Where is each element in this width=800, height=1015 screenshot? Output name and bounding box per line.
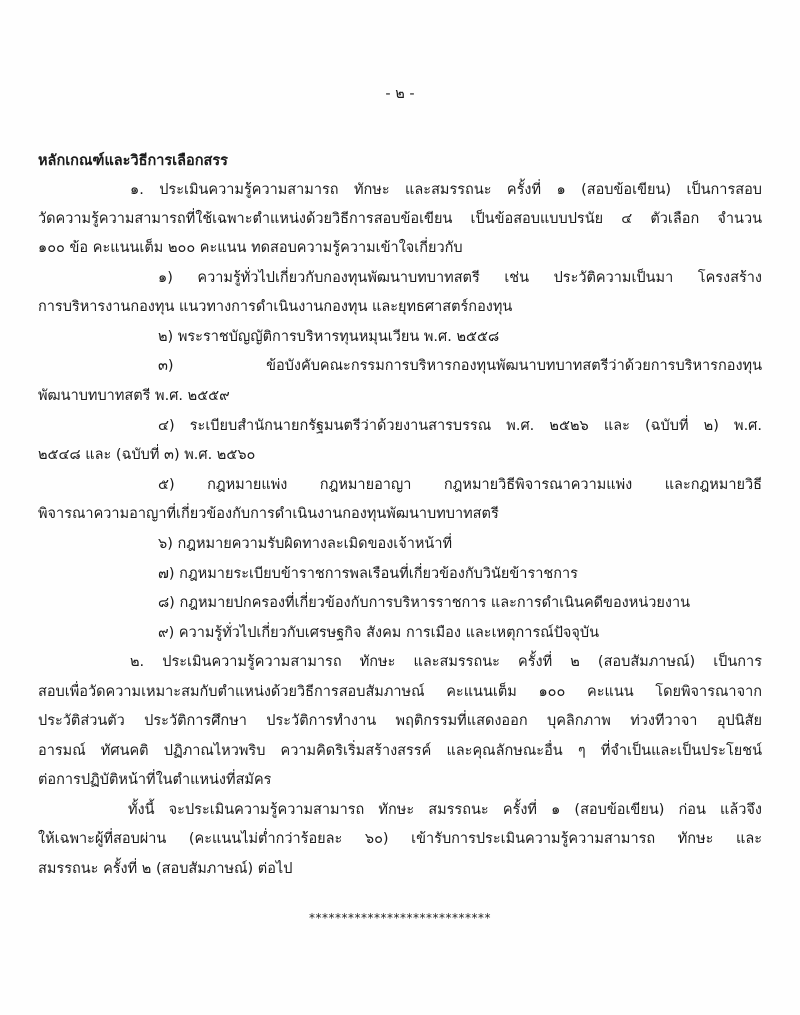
item-4-line-1: ๔) ระเบียบสำนักนายกรัฐมนตรีว่าด้วยงานสารบรรณ พ.ศ. ๒๕๒๖ และ (ฉบับที่ ๒) พ.ศ. <box>158 418 762 434</box>
section2-line-2: สอบเพื่อวัดความเหมาะสมกับตำแหน่งด้วยวิธีการสอบสัมภาษณ์ คะแนนเต็ม ๑๐๐ คะแนน โดยพิจารณาจาก <box>38 684 762 700</box>
page-number: - ๒ - <box>385 86 415 102</box>
item-9-line-1: ๙) ความรู้ทั่วไปเกี่ยวกับเศรษฐกิจ สังคม การเมือง และเหตุการณ์ปัจจุบัน <box>158 625 600 641</box>
item-5-line-2: พิจารณาความอาญาที่เกี่ยวข้องกับการดำเนินงานกองทุนพัฒนาบทบาทสตรี <box>38 506 499 522</box>
closing-line-2: ให้เฉพาะผู้ที่สอบผ่าน (คะแนนไม่ต่ำกว่าร้อยละ ๖๐) เข้ารับการประเมินความรู้ความสามารถ ทักษะ และ <box>38 831 762 847</box>
item-8-line-1: ๘) กฎหมายปกครองที่เกี่ยวข้องกับการบริหารราชการ และการดำเนินคดีของหน่วยงาน <box>158 595 691 611</box>
end-separator: **************************** <box>309 911 491 925</box>
item-6-line-1: ๖) กฎหมายความรับผิดทางละเมิดของเจ้าหน้าที่ <box>158 536 453 552</box>
section2-line-5: ต่อการปฏิบัติหน้าที่ในตำแหน่งที่สมัคร <box>38 772 272 788</box>
item-1-line-2: การบริหารงานกองทุน แนวทางการดำเนินงานกองทุน และยุทธศาสตร์กองทุน <box>38 299 513 315</box>
item-3-line-1: ๓) ข้อบังคับคณะกรรมการบริหารกองทุนพัฒนาบทบาทสตรีว่าด้วยการบริหารกองทุน <box>158 358 762 374</box>
item-2-line-1: ๒) พระราชบัญญัติการบริหารทุนหมุนเวียน พ.ศ. ๒๕๕๘ <box>158 329 500 345</box>
item-3-line-2: พัฒนาบทบาทสตรี พ.ศ. ๒๕๕๙ <box>38 388 230 404</box>
item-1-line-1: ๑) ความรู้ทั่วไปเกี่ยวกับกองทุนพัฒนาบทบาทสตรี เช่น ประวัติความเป็นมา โครงสร้าง <box>158 270 762 286</box>
section1-line-1: ๑. ประเมินความรู้ความสามารถ ทักษะ และสมรรถนะ ครั้งที่ ๑ (สอบข้อเขียน) เป็นการสอบ <box>130 182 762 198</box>
closing-line-1: ทั้งนี้ จะประเมินความรู้ความสามารถ ทักษะ สมรรถนะ ครั้งที่ ๑ (สอบข้อเขียน) ก่อน แล้วจึง <box>128 802 762 818</box>
section2-line-1: ๒. ประเมินความรู้ความสามารถ ทักษะ และสมรรถนะ ครั้งที่ ๒ (สอบสัมภาษณ์) เป็นการ <box>130 654 762 670</box>
section-heading: หลักเกณฑ์และวิธีการเลือกสรร <box>38 153 228 169</box>
section2-line-3: ประวัติส่วนตัว ประวัติการศึกษา ประวัติการทำงาน พฤติกรรมที่แสดงออก บุคลิกภาพ ท่วงทีวาจา อุปนิสัย <box>38 713 762 729</box>
closing-line-3: สมรรถนะ ครั้งที่ ๒ (สอบสัมภาษณ์) ต่อไป <box>38 861 293 877</box>
item-5-line-1: ๕) กฎหมายแพ่ง กฎหมายอาญา กฎหมายวิธีพิจารณาความแพ่ง และกฎหมายวิธี <box>158 477 762 493</box>
section2-line-4: อารมณ์ ทัศนคติ ปฏิภาณไหวพริบ ความคิดริเริ่มสร้างสรรค์ และคุณลักษณะอื่น ๆ ที่จำเป็นและเป็นประโยชน์ <box>38 743 762 759</box>
section1-line-3: ๑๐๐ ข้อ คะแนนเต็ม ๒๐๐ คะแนน ทดสอบความรู้ความเข้าใจเกี่ยวกับ <box>38 240 463 256</box>
item-4-line-2: ๒๕๔๘ และ (ฉบับที่ ๓) พ.ศ. ๒๕๖๐ <box>38 447 256 463</box>
section1-line-2: วัดความรู้ความสามารถที่ใช้เฉพาะตำแหน่งด้วยวิธีการสอบข้อเขียน เป็นข้อสอบแบบปรนัย ๔ ตัวเลือก จำนวน <box>38 211 762 227</box>
item-7-line-1: ๗) กฎหมายระเบียบข้าราชการพลเรือนที่เกี่ยวข้องกับวินัยข้าราชการ <box>158 566 578 582</box>
